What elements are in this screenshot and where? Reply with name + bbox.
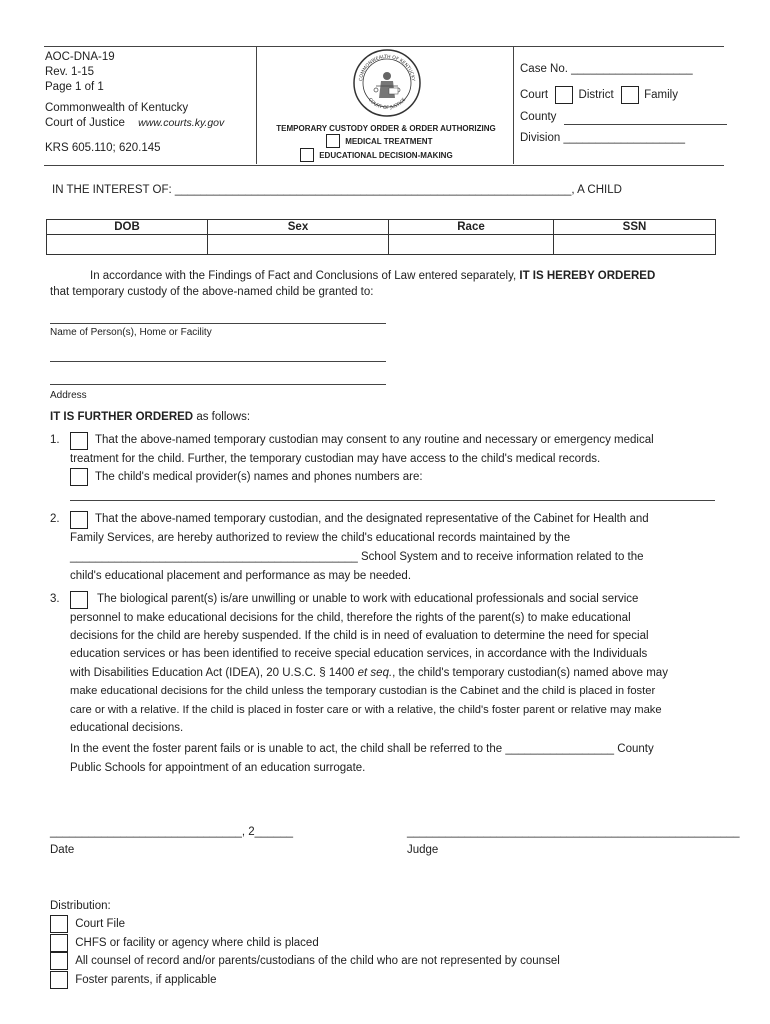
- item1-line2: treatment for the child. Further, the temporary custodian may have access to the child's medical records.: [70, 453, 601, 465]
- page-count: Page 1 of 1: [45, 81, 104, 93]
- medical-provider-label: The child's medical provider(s) names and phones numbers are:: [95, 471, 423, 483]
- item2-number: 2.: [50, 513, 60, 525]
- further-ordered-rest: as follows:: [196, 411, 251, 423]
- case-number-field[interactable]: Case No. ___________________: [520, 63, 693, 75]
- item2-checkbox[interactable]: [70, 511, 88, 529]
- court-file-checkbox[interactable]: [50, 915, 68, 933]
- header-divider-left: [256, 46, 257, 164]
- item3-line4: education services or has been identified to receive special education services, in accordance with the Individuals: [70, 648, 648, 660]
- intro-text: In accordance with the Findings of Fact and Conclusions of Law entered separately,: [90, 270, 517, 282]
- item3-line8: educational decisions.: [70, 722, 184, 734]
- court-of-justice: Court of Justice: [45, 117, 125, 129]
- item3-line5b: , the child's temporary custodian(s) named above may: [392, 667, 668, 679]
- county-field[interactable]: [564, 124, 727, 125]
- date-field[interactable]: ______________________________, 2______: [50, 826, 294, 838]
- chfs-checkbox[interactable]: [50, 934, 68, 952]
- item1-line1: That the above-named temporary custodian may consent to any routine and necessary or emergency medical: [95, 434, 654, 446]
- item2-line2: Family Services, are hereby authorized to review the child's educational records maintained by the: [70, 532, 571, 544]
- counsel-label: All counsel of record and/or parents/custodians of the child who are not represented by counsel: [75, 955, 560, 968]
- court-file-label: Court File: [75, 918, 126, 931]
- item1-number: 1.: [50, 434, 60, 446]
- medical-provider-field[interactable]: [70, 500, 715, 501]
- header-divider-right: [513, 46, 514, 164]
- svg-text:COURT OF JUSTICE: COURT OF JUSTICE: [366, 97, 408, 112]
- item3-line9[interactable]: In the event the foster parent fails or is unable to act, the child shall be referred to the _________________ County: [70, 743, 654, 755]
- svg-text:COMMONWEALTH OF KENTUCKY: COMMONWEALTH OF KENTUCKY: [359, 54, 415, 82]
- order-title: TEMPORARY CUSTODY ORDER & ORDER AUTHORIZING: [276, 124, 496, 133]
- item3-line7: care or with a relative. If the child is placed in foster care or with a relative, the child's foster parent or relative may make: [70, 704, 662, 716]
- further-ordered: IT IS FURTHER ORDERED: [50, 411, 194, 423]
- family-label: Family: [644, 89, 678, 102]
- judge-label: Judge: [407, 844, 439, 856]
- judge-signature-field[interactable]: ____________________________________________________: [407, 826, 740, 838]
- distribution-list: [50, 915, 560, 989]
- educational-decision-label: EDUCATIONAL DECISION-MAKING: [319, 151, 453, 161]
- date-label: Date: [50, 844, 75, 856]
- court-seal-icon: [352, 48, 422, 118]
- district-label: District: [578, 89, 614, 102]
- distribution-label: Distribution:: [50, 900, 111, 912]
- item3-line1: The biological parent(s) is/are unwilling or unable to work with educational professionals and social service: [97, 593, 639, 605]
- revision: Rev. 1-15: [45, 66, 95, 78]
- item1-checkbox[interactable]: [70, 432, 88, 450]
- child-info-table: [46, 219, 716, 255]
- item3-line5a: with Disabilities Education Act (IDEA), 20 U.S.C. § 1400: [70, 667, 355, 679]
- counsel-checkbox[interactable]: [50, 952, 68, 970]
- website: www.courts.ky.gov: [138, 117, 225, 129]
- item3-line10: Public Schools for appointment of an education surrogate.: [70, 762, 366, 774]
- address-field-2[interactable]: [50, 384, 386, 385]
- race-header: Race: [389, 220, 554, 235]
- commonwealth: Commonwealth of Kentucky: [45, 102, 189, 114]
- intro-continuation: that temporary custody of the above-named child be granted to:: [50, 286, 374, 298]
- division-field[interactable]: Division ___________________: [520, 132, 685, 144]
- statute: KRS 605.110; 620.145: [45, 142, 161, 154]
- custodian-name-label: Name of Person(s), Home or Facility: [50, 327, 212, 338]
- dob-header: DOB: [47, 220, 208, 235]
- county-label: County: [520, 111, 557, 123]
- address-label: Address: [50, 390, 87, 401]
- sex-cell[interactable]: [208, 235, 389, 255]
- hereby-ordered: IT IS HEREBY ORDERED: [519, 270, 656, 282]
- custodian-name-field[interactable]: [50, 323, 386, 324]
- item3-line5: [70, 667, 668, 679]
- medical-provider-checkbox[interactable]: [70, 468, 88, 486]
- distribution-item: [50, 952, 560, 971]
- foster-parents-label: Foster parents, if applicable: [75, 973, 217, 986]
- ssn-header: SSN: [554, 220, 716, 235]
- distribution-item: [50, 915, 560, 934]
- district-checkbox[interactable]: [555, 86, 573, 104]
- court-label: Court: [520, 89, 549, 102]
- item3-number: 3.: [50, 593, 60, 605]
- item3-checkbox[interactable]: [70, 591, 88, 609]
- chfs-label: CHFS or facility or agency where child is placed: [75, 936, 319, 949]
- item2-line3[interactable]: _____________________________________________ School System and to receive information related to the: [70, 551, 644, 563]
- medical-treatment-label: MEDICAL TREATMENT: [345, 137, 433, 147]
- distribution-item: [50, 971, 560, 990]
- item2-line4: child's educational placement and performance as may be needed.: [70, 570, 412, 582]
- dob-cell[interactable]: [47, 235, 208, 255]
- form-number: AOC-DNA-19: [45, 51, 115, 63]
- address-field-1[interactable]: [50, 361, 386, 362]
- race-cell[interactable]: [389, 235, 554, 255]
- medical-treatment-checkbox[interactable]: [326, 134, 340, 148]
- item3-line2: personnel to make educational decisions for the child, therefore the rights of the parent(s) to make educational: [70, 612, 631, 624]
- educational-decision-checkbox[interactable]: [300, 148, 314, 162]
- sex-header: Sex: [208, 220, 389, 235]
- distribution-item: [50, 934, 560, 953]
- item3-line6: make educational decisions for the child unless the temporary custodian is the Cabinet and the child is placed in foster: [70, 685, 656, 697]
- item3-line3: decisions for the child are hereby suspended. If the child is in need of evaluation to determine the need for special: [70, 630, 649, 642]
- family-checkbox[interactable]: [621, 86, 639, 104]
- item3-et-seq: et seq.: [357, 667, 393, 679]
- interest-of-line[interactable]: IN THE INTEREST OF: ______________________________________________________________, A CHILD: [52, 184, 622, 196]
- item2-line1: That the above-named temporary custodian, and the designated representative of the Cabinet for Health and: [95, 513, 649, 525]
- ssn-cell[interactable]: [554, 235, 716, 255]
- foster-parents-checkbox[interactable]: [50, 971, 68, 989]
